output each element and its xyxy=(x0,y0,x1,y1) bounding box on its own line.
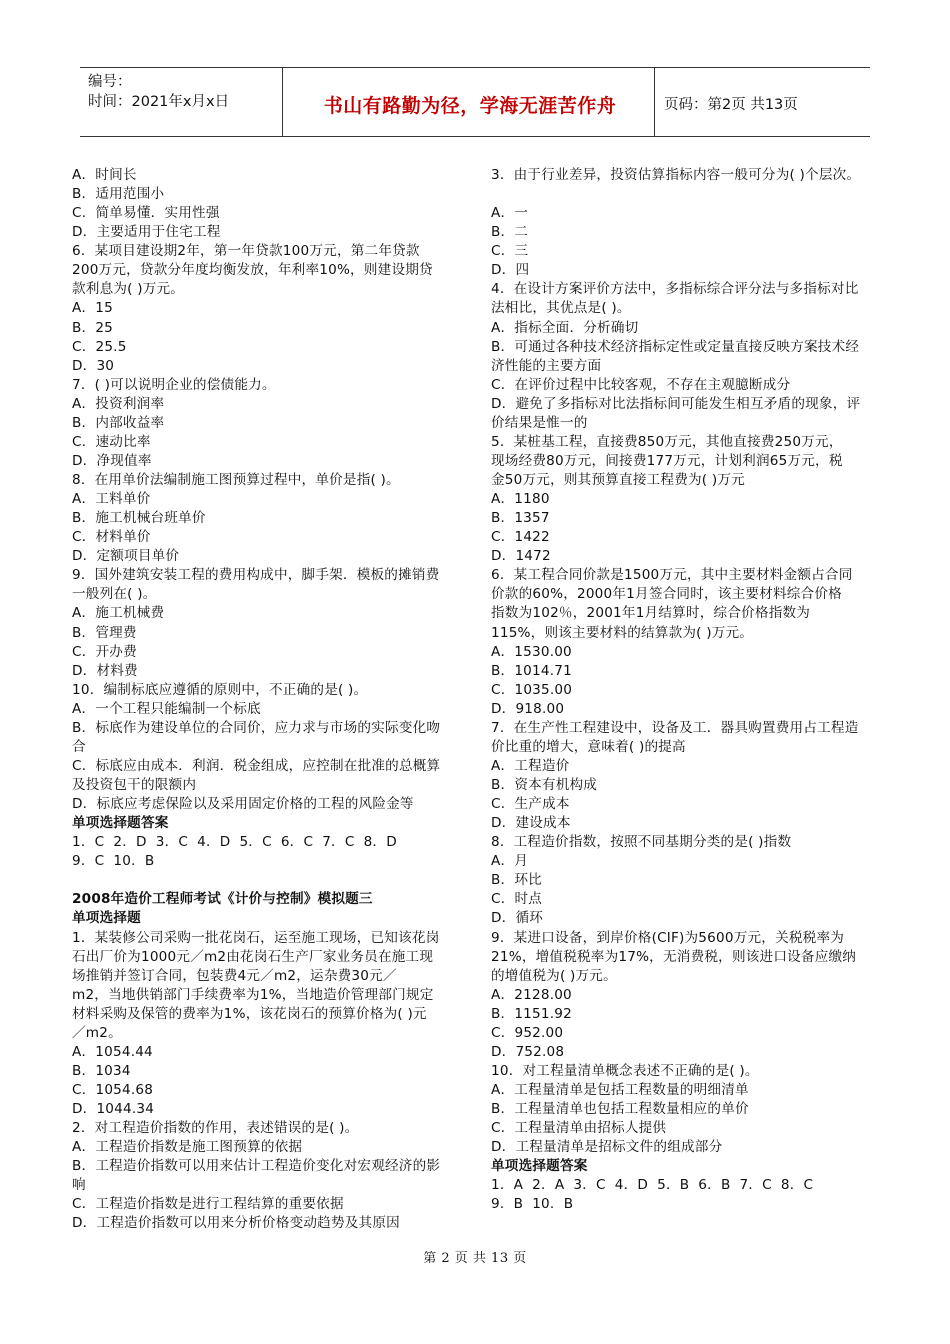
text-line: A．1054.44 xyxy=(72,1043,153,1060)
text-line: A．一个工程只能编制一个标底 xyxy=(72,700,261,717)
text-line: A．指标全面．分析确切 xyxy=(491,319,639,336)
text-line: A．2128.00 xyxy=(491,986,572,1003)
text-line: B．工程造价指数可以用来估计工程造价变化对宏观经济的影 xyxy=(72,1158,441,1175)
text-line: 响 xyxy=(72,1177,86,1194)
text-line: 5．某桩基工程，直接费850万元，其他直接费250万元， xyxy=(491,433,843,450)
text-line: B．1014.71 xyxy=(491,662,572,679)
text-line xyxy=(491,185,883,204)
text-line: 6．某工程合同价款是1500万元，其中主要材料金额占合同 xyxy=(491,567,853,584)
time-label: 时间：2021年x月x日 xyxy=(88,94,230,110)
text-line: D．循环 xyxy=(491,910,544,927)
page-header xyxy=(80,67,870,137)
text-line: C．在评价过程中比较客观，不存在主观臆断成分 xyxy=(491,376,791,393)
text-line: 10．编制标底应遵循的原则中，不正确的是( )。 xyxy=(72,681,368,698)
text-line: 21%，增值税税率为17%，无消费税，则该进口设备应缴纳 xyxy=(491,948,857,965)
text-line: 石出厂价为1000元／m2由花岗石生产厂家业务员在施工现 xyxy=(72,948,434,965)
text-line: C．生产成本 xyxy=(491,796,570,813)
text-line: C．25.5 xyxy=(72,338,127,355)
text-line: D．标底应考虑保险以及采用固定价格的工程的风险金等 xyxy=(72,796,414,813)
text-line: C．三 xyxy=(491,243,529,260)
text-line: D．材料费 xyxy=(72,662,138,679)
text-line: A．工程造价 xyxy=(491,757,570,774)
text-line: A．投资利润率 xyxy=(72,395,165,412)
header-divider xyxy=(282,68,283,136)
text-line: 9．C 10．B xyxy=(72,853,155,870)
text-line: B．内部收益率 xyxy=(72,414,165,431)
text-line: C．简单易懂．实用性强 xyxy=(72,205,220,222)
text-line: C．1422 xyxy=(491,529,550,546)
text-line: A．1530.00 xyxy=(491,643,572,660)
text-line: A．时间长 xyxy=(72,167,137,183)
text-line: B．1034 xyxy=(72,1062,131,1079)
text-line: D．避免了多指标对比法指标间可能发生相互矛盾的现象，评 xyxy=(491,395,861,412)
page-footer: 第 2 页 共 13 页 xyxy=(423,1251,527,1266)
serial-label: 编号： xyxy=(88,74,132,90)
text-line: 200万元，贷款分年度均衡发放，年利率10%，则建设期贷 xyxy=(72,262,433,279)
text-line: 合 xyxy=(72,738,86,755)
text-line: A．1180 xyxy=(491,491,550,508)
text-line: D．工程造价指数可以用来分析价格变动趋势及其原因 xyxy=(72,1215,400,1232)
text-line: C．时点 xyxy=(491,891,543,908)
text-line: 法相比，其优点是( )。 xyxy=(491,300,631,317)
text-line: 现场经费80万元，间接费177万元，计划利润65万元，税 xyxy=(491,452,843,469)
section-heading: 单项选择题答案 xyxy=(72,815,169,832)
text-line: B．1151.92 xyxy=(491,1005,572,1022)
text-line: D．1044.34 xyxy=(72,1101,155,1118)
section-heading: 单项选择题答案 xyxy=(491,1158,588,1175)
text-line: 10．对工程量清单概念表述不正确的是( )。 xyxy=(491,1062,759,1079)
text-line: C．1054.68 xyxy=(72,1082,154,1098)
text-line: A．一 xyxy=(491,205,529,222)
text-line: D．工程量清单是招标文件的组成部分 xyxy=(491,1139,723,1156)
text-line: D．30 xyxy=(72,357,115,374)
text-line: 3．由于行业差异，投资估算指标内容一般可分为( )个层次。 xyxy=(491,167,861,183)
text-line: 一般列在( )。 xyxy=(72,586,157,603)
text-line: B．标底作为建设单位的合同价，应力求与市场的实际变化吻 xyxy=(72,719,441,736)
text-line: A．月 xyxy=(491,853,529,870)
text-line: 1．A 2．A 3．C 4．D 5．B 6．B 7．C 8．C xyxy=(491,1177,814,1194)
text-line: 8．在用单价法编制施工图预算过程中，单价是指( )。 xyxy=(72,472,400,488)
text-line: B．1357 xyxy=(491,510,550,527)
text-line: 材料采购及保管的费率为1%，该花岗石的预算价格为( )元 xyxy=(72,1005,427,1022)
text-line: 7．在生产性工程建设中，设备及工．器具购置费用占工程造 xyxy=(491,719,859,736)
text-line: 9．国外建筑安装工程的费用构成中，脚手架．模板的摊销费 xyxy=(72,567,440,584)
text-line: D．定额项目单价 xyxy=(72,548,180,565)
text-line: B．适用范围小 xyxy=(72,186,165,203)
text-line: ／m2。 xyxy=(72,1024,122,1041)
text-line: 价比重的增大，意味着( )的提高 xyxy=(491,738,686,755)
text-line: A．15 xyxy=(72,300,113,317)
text-line: 及投资包干的限额内 xyxy=(72,777,197,793)
text-line: 金50万元，则其预算直接工程费为( )万元 xyxy=(491,472,745,488)
text-line: C．工程量清单由招标人提供 xyxy=(491,1120,667,1137)
text-line: C．工程造价指数是进行工程结算的重要依据 xyxy=(72,1196,344,1213)
text-line: D．净现值率 xyxy=(72,452,152,469)
text-line: D．四 xyxy=(491,262,530,279)
text-line: B．施工机械台班单价 xyxy=(72,510,206,527)
text-line: A．施工机械费 xyxy=(72,605,165,622)
text-line: 4．在设计方案评价方法中，多指标综合评分法与多指标对比 xyxy=(491,281,859,298)
text-line: C．速动比率 xyxy=(72,433,151,450)
text-line: A．工程量清单是包括工程数量的明细清单 xyxy=(491,1082,749,1098)
text-line: 2．对工程造价指数的作用，表述错误的是( )。 xyxy=(72,1120,359,1137)
section-heading: 2008年造价工程师考试《计价与控制》模拟题三 xyxy=(72,891,373,908)
text-line: 价款的60%，2000年1月签合同时，该主要材料综合价格 xyxy=(491,586,842,603)
text-line: 济性能的主要方面 xyxy=(491,357,602,374)
text-line: B．可通过各种技术经济指标定性或定量直接反映方案技术经 xyxy=(491,338,860,355)
text-line: C．952.00 xyxy=(491,1024,564,1041)
text-line: A．工程造价指数是施工图预算的依据 xyxy=(72,1139,303,1156)
section-heading: 单项选择题 xyxy=(72,910,141,927)
text-line: D．1472 xyxy=(491,548,551,565)
text-line: 指数为102％，2001年1月结算时，综合价格指数为 xyxy=(491,605,811,622)
header-motto: 书山有路勤为径，学海无涯苦作舟 xyxy=(323,95,617,117)
left-column xyxy=(72,166,462,1234)
header-meta xyxy=(88,72,229,112)
text-line: C．材料单价 xyxy=(72,529,151,546)
text-line: 7．( )可以说明企业的偿债能力。 xyxy=(72,376,276,393)
text-line: D．918.00 xyxy=(491,700,565,717)
text-line: B．环比 xyxy=(491,872,542,889)
right-column xyxy=(491,166,883,1214)
text-line: B．资本有机构成 xyxy=(491,777,598,793)
text-line: 的增值税为( )万元。 xyxy=(491,967,617,984)
text-line: C．标底应由成本．利润．税金组成，应控制在批准的总概算 xyxy=(72,757,441,774)
text-line: 9．B 10．B xyxy=(491,1196,574,1213)
text-line: m2，当地供销部门手续费率为1%，当地造价管理部门规定 xyxy=(72,986,434,1003)
header-page-label: 页码：第2页 共13页 xyxy=(664,97,798,113)
text-line: 价结果是惟一的 xyxy=(491,414,588,431)
text-line: D．752.08 xyxy=(491,1043,565,1060)
text-line: 款利息为( )万元。 xyxy=(72,281,185,298)
text-line: B．管理费 xyxy=(72,624,137,641)
text-line: 1．C 2．D 3．C 4．D 5．C 6．C 7．C 8．D xyxy=(72,834,397,851)
text-line: C．开办费 xyxy=(72,643,137,660)
text-line: 115%，则该主要材料的结算款为( )万元。 xyxy=(491,624,754,641)
text-line: B．工程量清单也包括工程数量相应的单价 xyxy=(491,1101,749,1118)
text-line: D．建设成本 xyxy=(491,815,571,832)
text-line: C．1035.00 xyxy=(491,681,573,698)
text-line: 场推销并签订合同，包装费4元／m2，运杂费30元／ xyxy=(72,967,397,984)
text-line: 1．某装修公司采购一批花岗石，运至施工现场，已知该花岗 xyxy=(72,929,440,946)
text-line: 6．某项目建设期2年，第一年贷款100万元，第二年贷款 xyxy=(72,243,420,260)
text-line xyxy=(72,871,462,890)
text-line: B．25 xyxy=(72,319,114,336)
text-line: 9．某进口设备，到岸价格(CIF)为5600万元，关税税率为 xyxy=(491,929,845,946)
text-line: A．工料单价 xyxy=(72,491,151,508)
text-line: 8．工程造价指数，按照不同基期分类的是( )指数 xyxy=(491,834,792,851)
text-line: B．二 xyxy=(491,224,529,241)
text-line: D．主要适用于住宅工程 xyxy=(72,224,221,241)
